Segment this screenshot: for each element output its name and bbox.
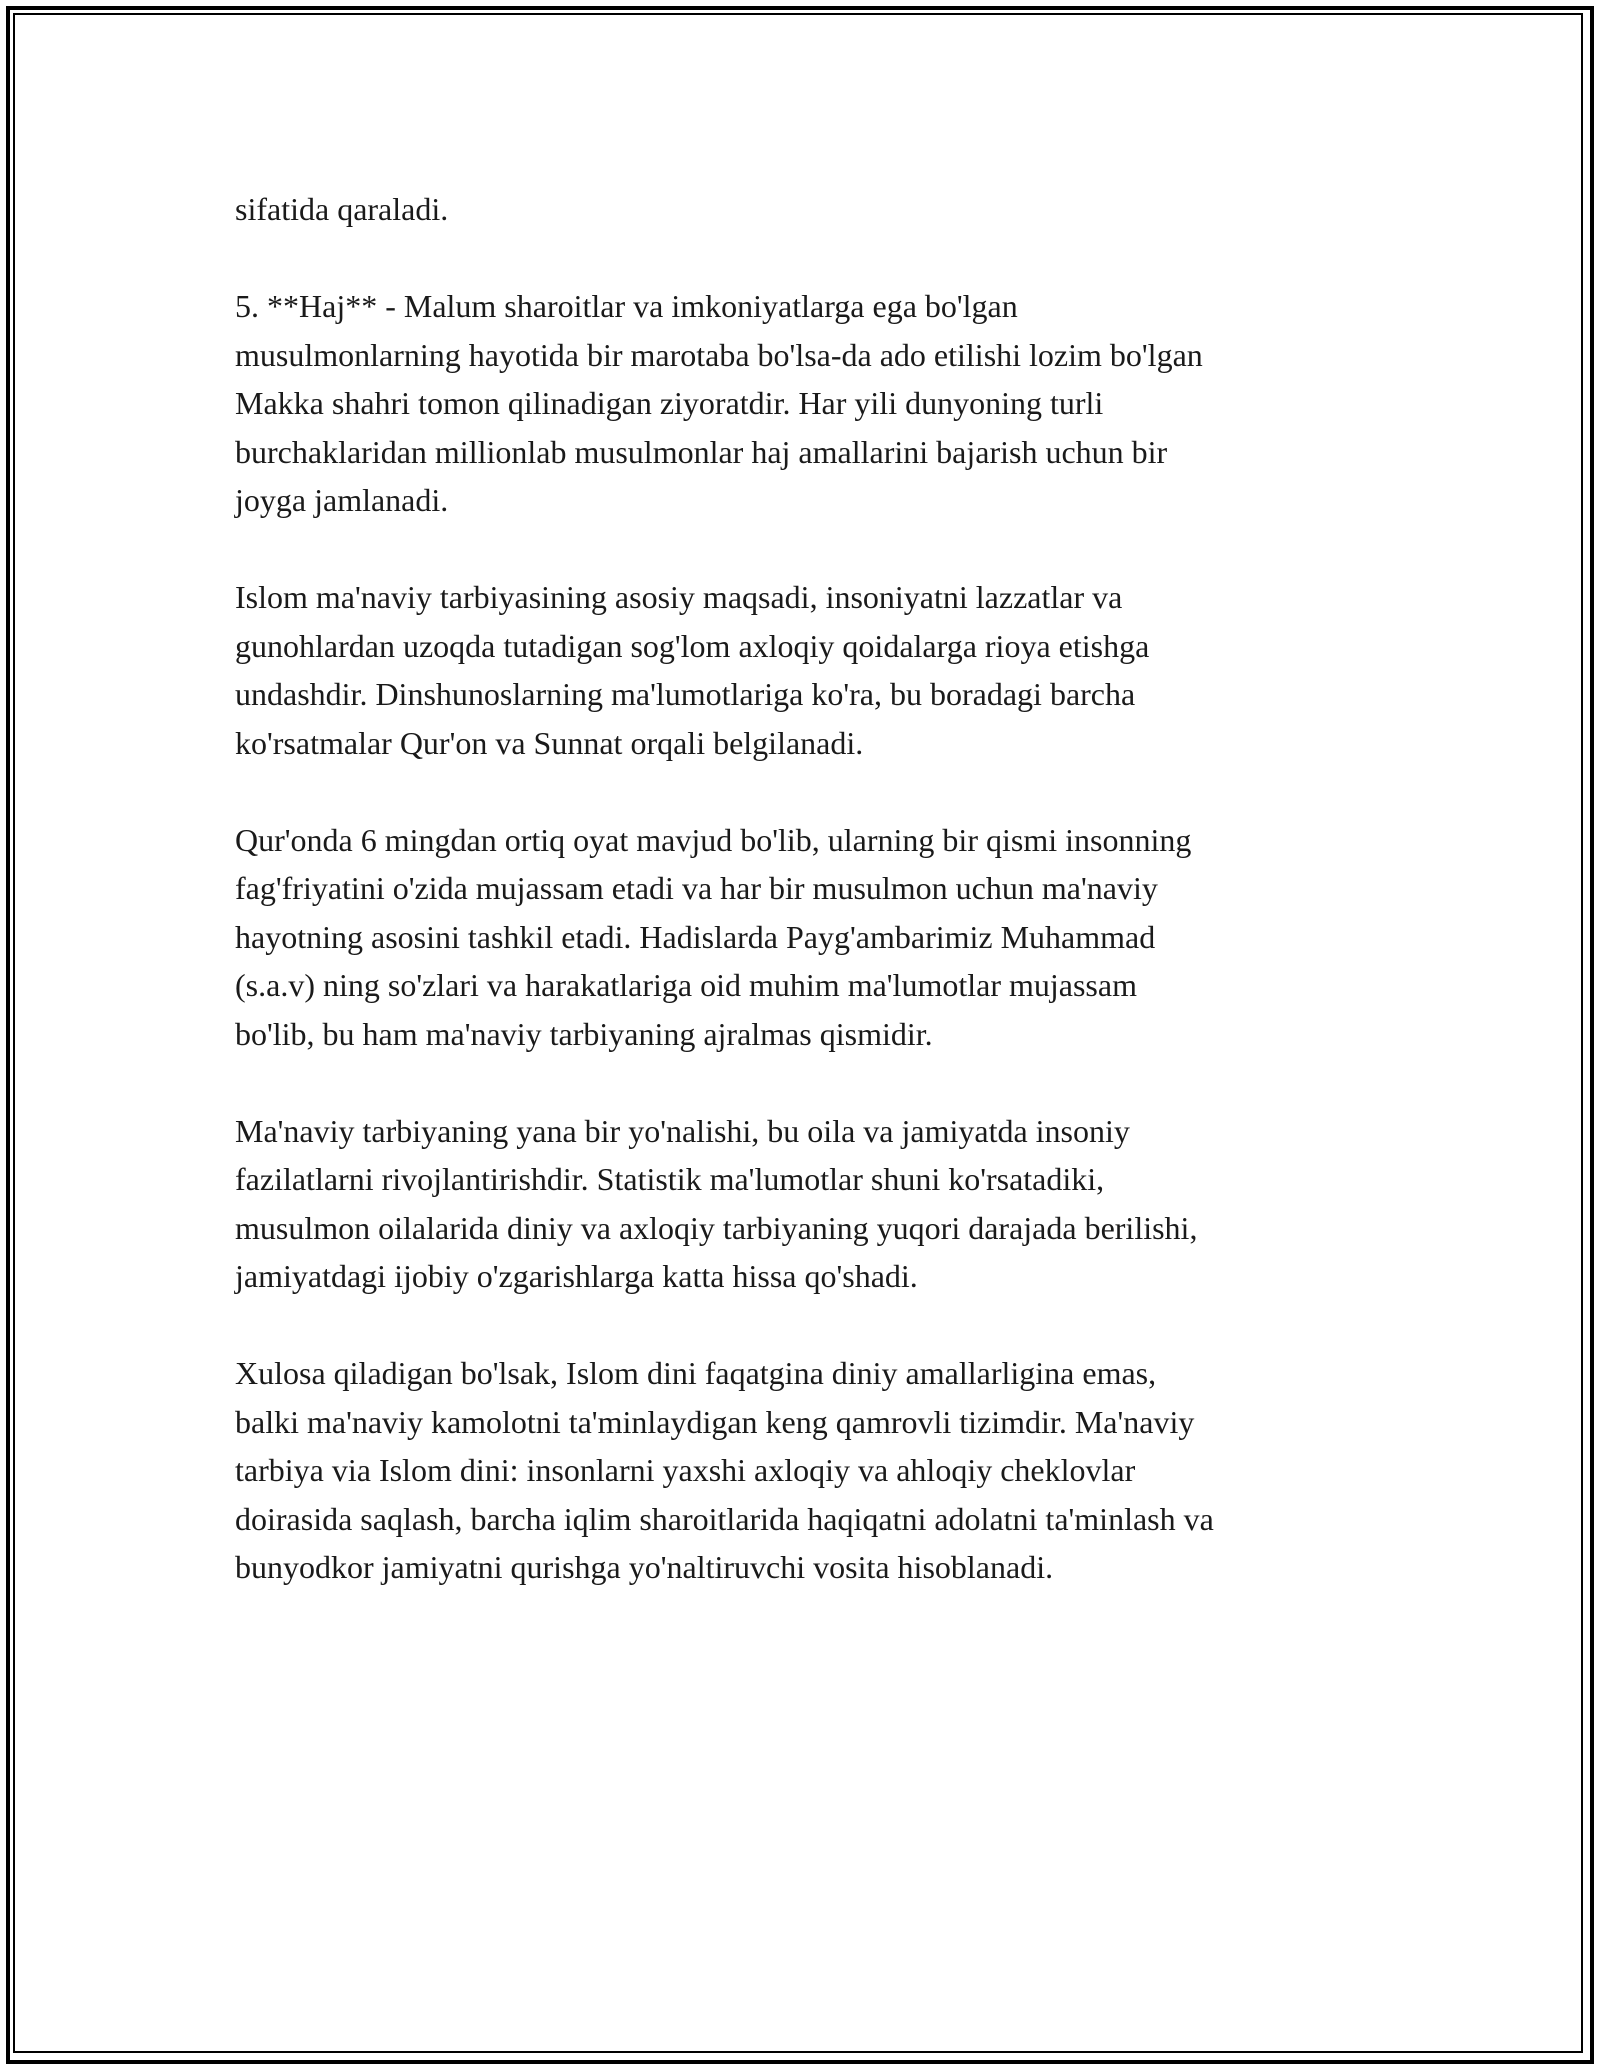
paragraph-conclusion: Xulosa qiladigan bo'lsak, Islom dini faqatgina diniy amallarligina emas, balki ma'naviy kamolotni ta'minlaydigan keng qamrovli tizimdir. Ma'naviy tarbiya via Islom dini: insonlarni yaxshi axloqiy va ahloqiy cheklovlar doirasida saqlash, barcha iqlim sharoitlarida haqiqatni adolatni ta'minlash va bunyodkor jamiyatni qurishga yo'naltiruvchi vosita hisoblanadi. (235, 1355, 1214, 1585)
paragraph-spiritual-education-goal: Islom ma'naviy tarbiyasining asosiy maqsadi, insoniyatni lazzatlar va gunohlardan uzoqda tutadigan sog'lom axloqiy qoidalarga rioya etishga undashdir. Dinshunoslarning ma'lumotlariga ko'ra, bu boradagi barcha ko'rsatmalar Qur'on va Sunnat orqali belgilanadi. (235, 579, 1150, 761)
paragraph-haj: 5. **Haj** - Malum sharoitlar va imkoniyatlarga ega bo'lgan musulmonlarning hayotida bir marotaba bo'lsa-da ado etilishi lozim bo'lgan Makka shahri tomon qilinadigan ziyoratdir. Har yili dunyoning turli burchaklaridan millionlab musulmonlar haj amallarini bajarish uchun bir joyga jamlanadi. (235, 288, 1203, 518)
paragraph-continuation: sifatida qaraladi. (235, 191, 449, 227)
document-body (235, 185, 1365, 1640)
paragraph-quran-hadith: Qur'onda 6 mingdan ortiq oyat mavjud bo'lib, ularning bir qismi insonning fag'friyatini o'zida mujassam etadi va har bir musulmon uchun ma'naviy hayotning asosini tashkil etadi. Hadislarda Payg'ambarimiz Muhammad (s.a.v) ning so'zlari va harakatlariga oid muhim ma'lumotlar mujassam bo'lib, bu ham ma'naviy tarbiyaning ajralmas qismidir. (235, 821, 1192, 1052)
paragraph-family-society: Ma'naviy tarbiyaning yana bir yo'nalishi, bu oila va jamiyatda insoniy fazilatlarni rivojlantirishdir. Statistik ma'lumotlar shuni ko'rsatadiki, musulmon oilalarida diniy va axloqiy tarbiyaning yuqori darajada berilishi, jamiyatdagi ijobiy o'zgarishlarga katta hissa qo'shadi. (235, 1112, 1198, 1294)
